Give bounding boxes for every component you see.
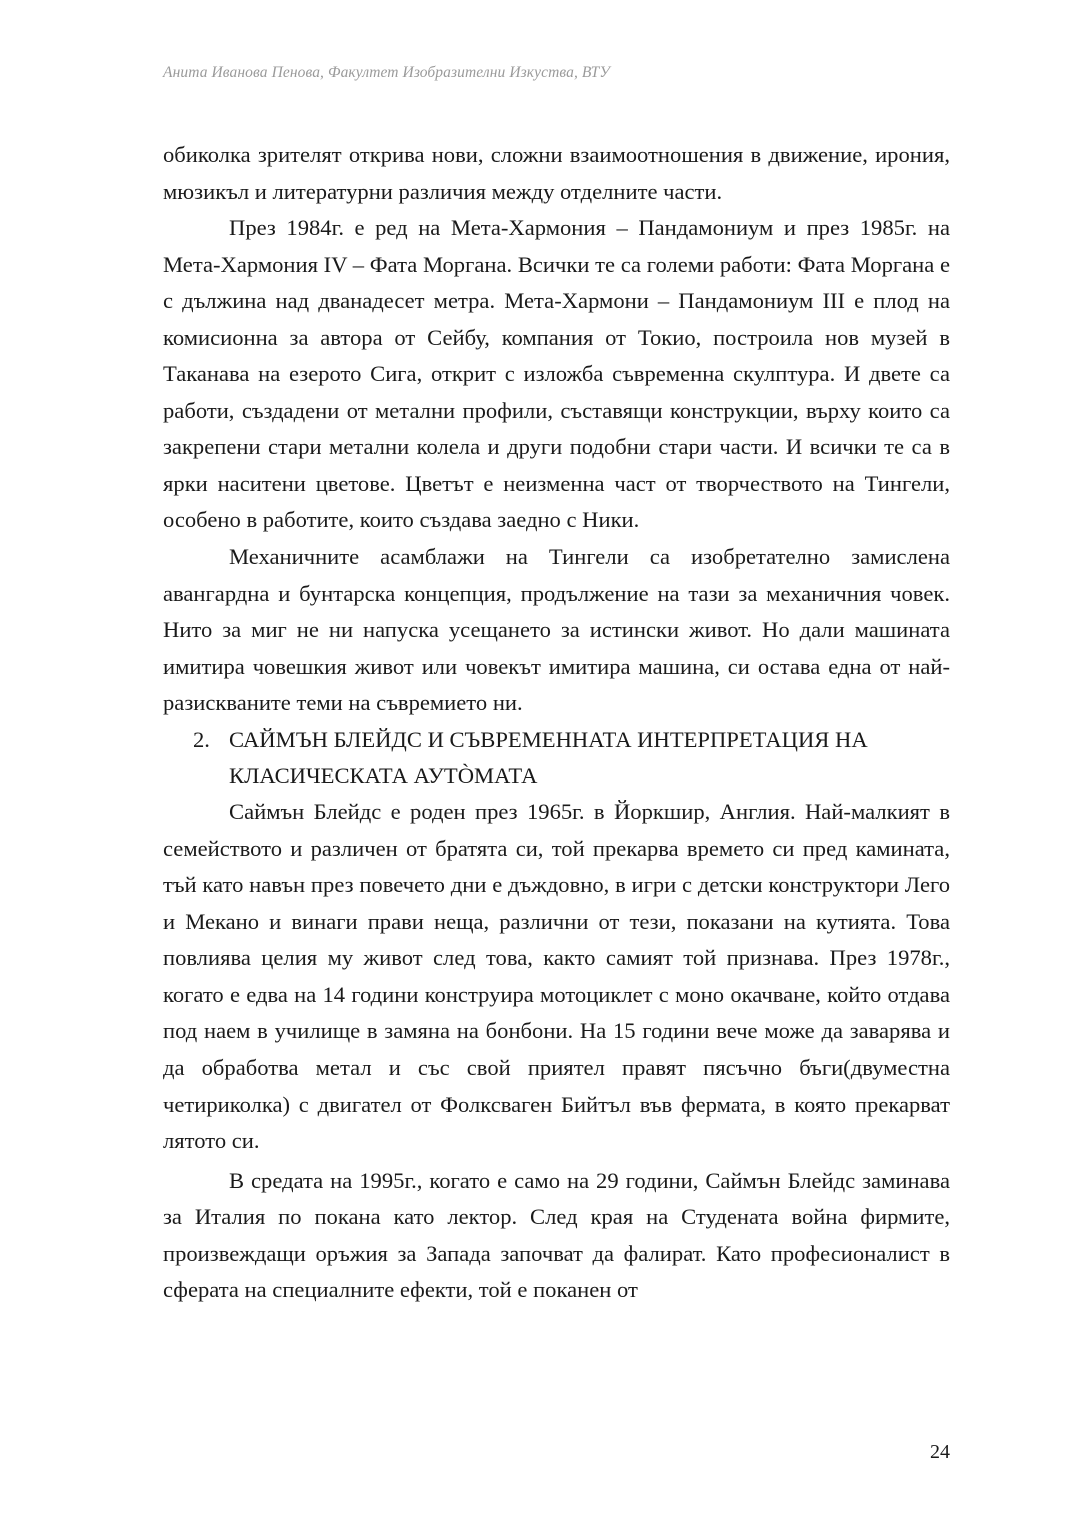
paragraph-biography: Саймън Блейдс е роден през 1965г. в Йоркшир, Англия. Най-малкият в семейството и различен от братята си, той прекарва времето си пред камината, тъй като навън през повечето дни е дъждовно, в игри с детски конструктори Лего и Мекано и винаги прави неща, различни от тези, показани на кутията. Това повлиява целия му живот след това, както самият той признава. През 1978г., когато е едва на 14 години конструира мотоциклет с моно окачване, който отдава под наем в училище в замяна на бонбони. На 15 години вече може да заварява и да обработва метал и със свой приятел правят пясъчно бъги(двуместна четириколка) с двигател от Фолксваген Бийтъл във фермата, в която прекарват лятото си. [163, 799, 950, 1154]
section-heading-text: САЙМЪН БЛЕЙДС И СЪВРЕМЕННАТА ИНТЕРПРЕТАЦИЯ НА КЛАСИЧЕСКАТА АУТÒМАТА [229, 726, 868, 788]
page-number: 24 [930, 1441, 950, 1463]
paragraph-italy: В средата на 1995г., когато е само на 29 години, Саймън Блейдс заминава за Италия по покана като лектор. След края на Студената война фирмите, произвеждащи оръжия за Запада започват да фалират. Като професионалист в сферата на специалните ефекти, той е поканен от [163, 1167, 950, 1303]
paragraph-meta-harmonie: През 1984г. е ред на Мета-Хармония – Пандамониум и през 1985г. на Мета-Хармония IV – Фата Моргана. Всички те са големи работи: Фата Моргана е с дължина над дванадесет метра. Мета-Хармони – Пандамониум III е плод на комисионна за автора от Сейбу, компания от Токио, построила нов музей в Таканава на езерото Сига, открит с изложба съвременна скулптура. И двете са работи, създадени от метални профили, съставящи конструкции, върху които са закрепени стари метални колела и други подобни стари части. И всички те са в ярки наситени цветове. Цветът е неизменна част от творчеството на Тингели, особено в работите, които създава заедно с Ники. [163, 215, 950, 533]
paragraph-continuation: обиколка зрителят открива нови, сложни взаимоотношения в движение, ирония, мюзикъл и литературни различия между отделните части. [163, 142, 950, 204]
section-heading-number: 2. [193, 726, 210, 752]
section-heading [163, 722, 950, 794]
page-body [163, 137, 950, 1309]
paragraph-mechanical-assemblages: Механичните асамблажи на Тингели са изобретателно замислена авангардна и бунтарска концепция, продължение на тази за механичния човек. Нито за миг не ни напуска усещането за истински живот. Но дали машината имитира човешкия живот или човекът имитира машина, си остава една от най-разискваните теми на съвремието ни. [163, 544, 950, 716]
running-header: Анита Иванова Пенова, Факултет Изобразителни Изкуства, ВТУ [163, 64, 610, 81]
